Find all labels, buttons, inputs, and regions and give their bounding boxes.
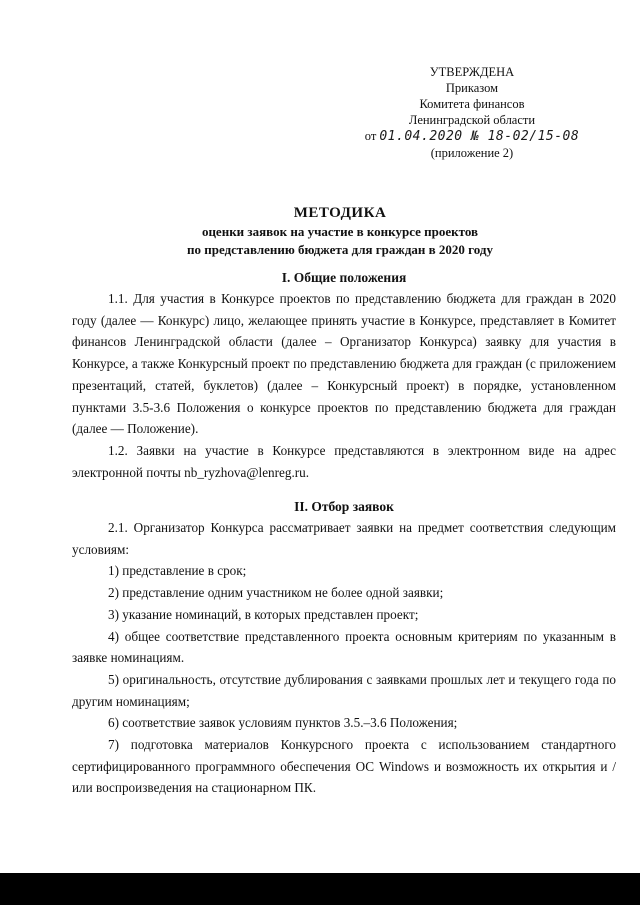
approval-appendix: (приложение 2) [430, 146, 514, 160]
paragraph-2-1: 2.1. Организатор Конкурса рассматривает заявки на предмет соответствия следующим условиям: [72, 520, 616, 557]
approval-status: УТВЕРЖДЕНА [429, 65, 515, 79]
list-item: 4) общее соответствие представленного проекта основным критериям по указанным в заявке номинациям. [72, 628, 616, 666]
paragraph-1-2: 1.2. Заявки на участие в Конкурсе представляются в электронном виде на адрес электронной почты nb_ryzhova@lenreg.ru. [72, 442, 616, 480]
list-item: 6) соответствие заявок условиям пунктов 3.5.–3.6 Положения; [108, 715, 458, 731]
list-item: 5) оригинальность, отсутствие дублирования с заявками прошлых лет и текущего года по другим номинациям; [72, 671, 616, 709]
document-subtitle-2: по представлению бюджета для граждан в 2020 году [187, 242, 493, 257]
list-item: 3) указание номинаций, в которых представлен проект; [108, 606, 419, 622]
paragraph-1-1: 1.1. Для участия в Конкурсе проектов по представлению бюджета для граждан в 2020 году (далее — Конкурс) лицо, желающее принять участие в Конкурсе, представляет в Комитет финансов Ленинградской области (далее – Организатор Конкурса) заявку для участия в Конкурсе, а также Конкурсный проект по представлению бюджета для граждан (с приложением презентаций, статей, буклетов) (далее – Конкурсный проект) в порядке, установленном пунктами 3.5-3.6 Положения о конкурсе проектов по представлению бюджета для граждан (далее — Положение). [72, 291, 616, 437]
document-subtitle-1: оценки заявок на участие в конкурсе проектов [201, 224, 479, 239]
approval-from-label: от [364, 129, 377, 143]
section-application-selection [72, 497, 616, 799]
scan-bottom-border [0, 873, 640, 905]
section-general-provisions [72, 268, 616, 483]
approval-line-2: Комитета финансов [419, 97, 525, 111]
list-item: 2) представление одним участником не более одной заявки; [108, 585, 444, 601]
approval-line-1: Приказом [445, 81, 499, 95]
document-title: МЕТОДИКА [293, 205, 387, 221]
approval-line-3: Ленинградской области [408, 113, 536, 127]
list-item: 1) представление в срок; [108, 563, 247, 579]
approval-stamp-block [364, 64, 580, 161]
list-item: 7) подготовка материалов Конкурсного проекта с использованием стандартного сертифицированного программного обеспечения ОС Windows и возможность их открытия и /или воспроизведения на стационарном ПК. [72, 737, 616, 796]
document-title-block [60, 203, 620, 259]
section-1-heading: I. Общие положения [281, 270, 407, 285]
approval-order-line [364, 128, 580, 145]
section-2-heading: II. Отбор заявок [294, 499, 394, 514]
handwritten-order-number: 01.04.2020 № 18-02/15-08 [379, 129, 580, 144]
